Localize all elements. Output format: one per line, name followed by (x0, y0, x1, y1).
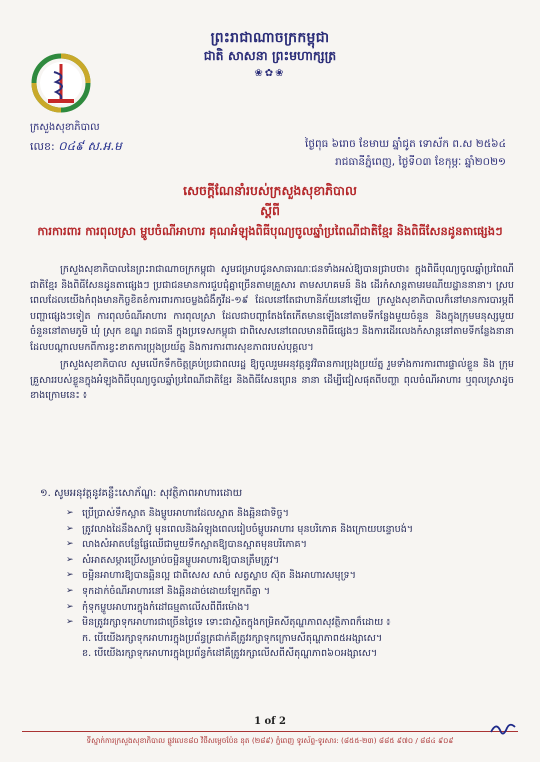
arrow-bullet-icon: ➢ (66, 617, 74, 628)
list-item (66, 568, 516, 584)
ministry-logo (30, 52, 92, 114)
list-item-text: ចម្អិនអាហារឱ្យបានឆ្អិនល្អ ជាពិសេស សាច់ សត្វស្លាប ស៊ុត និងអាហារសមុទ្រ។ (82, 570, 356, 582)
footer-address: ទីស្នាក់ការក្រសួងសុខាភិបាល ផ្លូវលេខ៨០ វិថីសម្តេចប៉ែន នុត (២៨៩) ភ្នំពេញ ទូរស័ព្ទ-ទូរសារ: (៨៥៥-២៣) ៨៨៥ ៩៧០ / ៨៨៤ ៩០៩ (86, 736, 454, 745)
list-item (66, 537, 516, 553)
arrow-bullet-icon: ➢ (66, 508, 74, 518)
guidance-list (66, 506, 516, 662)
initials-signature-icon (488, 718, 518, 742)
page-number: 1 of 2 (254, 716, 286, 727)
list-item-text: សំអាតសម្ភារប្រើសម្រាប់ចម្អិនម្ហូបអាហារឱ្យបានត្រឹមត្រូវ។ (82, 554, 280, 566)
list-item-text: ត្រូវលាងដៃនឹងសាប៊ូ មុនពេលនិងអំឡុងពេលរៀបចំម្ហូបអាហារ មុនបរិភោគ និងក្រោយបន្ទោបង់។ (82, 523, 414, 535)
list-item (66, 600, 516, 616)
reference-number (30, 138, 122, 156)
arrow-bullet-icon: ➢ (66, 539, 74, 550)
arrow-bullet-icon: ➢ (66, 585, 74, 596)
sub-list-item (66, 631, 516, 647)
arrow-bullet-icon: ➢ (66, 523, 74, 534)
document-title: សេចក្តីណែនាំរបស់ក្រសួងសុខាភិបាល (183, 183, 357, 198)
list-item-text: លាងសំអាតបន្លែផ្លែឈើជាមួយទឹកស្អាតឱ្យបានស្អាតមុនបរិភោគ។ (82, 539, 307, 551)
list-item (66, 615, 516, 631)
document-subject: ការការពារ ការពុលស្រា ម្ហូបចំណីអាហារ គុណអំឡុងពិធីបុណ្យចូលឆ្នាំប្រពៃណីជាតិខ្មែរ និងពិធីសែនដូនតាផ្សេងៗ (37, 224, 503, 238)
national-motto: ជាតិ សាសនា ព្រះមហាក្សត្រ (203, 48, 337, 63)
list-item-text: ប្រើប្រាស់ទឹកស្អាត និងម្ហូបអាហារដែលស្អាត និងឆ្អិនជាទិច្ច។ (82, 508, 289, 519)
list-item (66, 584, 516, 600)
lunar-date: ថ្ងៃពុធ ៦រោច ខែមាឃ ឆ្នាំជូត ទោស័ក ព.ស ២៥៦៤ (304, 138, 506, 150)
list-item-text: ទុកដាក់ចំណីអាហារនៅ និងឆ្អិនដាច់ដោយឡែកពីគ្នា ។ (82, 585, 271, 597)
solar-date: រាជធានីភ្នំពេញ, ថ្ងៃទី០៣ ខែកុម្ភៈ ឆ្នាំ២០២១ (335, 156, 506, 168)
sub-list-item-text: ក. បើយើងរក្សាទុកអាហារក្នុងប្រព័ន្ធត្រជាក់គឺត្រូវរក្សាទុកក្រោមសីតុណ្ហភាព៥អង្សាសេ។ (82, 632, 383, 644)
sub-list-item-text: ខ. បើយើងរក្សាទុកអាហារក្នុងប្រព័ន្ធកំដៅគឺត្រូវរក្សាលើសពីសីតុណ្ហភាព៦០អង្សាសេ។ (82, 648, 378, 660)
sub-list-item (66, 646, 516, 662)
list-item (66, 553, 516, 569)
section-text: សូមអនុវត្តនូវគន្លឹះសោភ័ណ្ឌ: សុវត្ថិភាពអាហារដោយ (53, 488, 243, 499)
body-paragraph: ក្រសួងសុខាភិបាលនៃព្រះរាជាណាចក្រកម្ពុជា សូមជម្រាបជូនសាធារណៈជនទាំងអស់ឱ្យបានជ្រាបថា៖ ក្នុងពិធីបុណ្យចូលឆ្នាំប្រពៃណីជាតិខ្មែរ និងពិធីសែនដូនតាផ្សេងៗ ប្រជាជនមានការជួបជុំគ្នាច្រើនតាមគ្រួសារ តាមសហគមន៍ និង ដើរកំសាន្តតាមរមណីយដ្ឋាននានា។ ស្របពេលដែលយើងកំពុងមានកិច្ចខិតខំការពារការចម្លងជំងឺកូវីដ-១៩ ដែលនៅតែជាហានិភ័យនៅឡើយ ក្រសួងសុខាភិបាលក៏នៅមានការបារម្ភពីបញ្ហាផ្សេងៗទៀត ការពុលចំណីអាហារ ការពុលស្រា ដែលជាបញ្ហាតែងតែកើតមានឡើងនៅតាមទីកន្លែងមួយចំនួន និងក្នុងក្រុមមនុស្សមួយចំនួននៅតាមភូមិ ឃុំ ស្រុក ខណ្ឌ រាជធានី ក្នុងប្រទេសកម្ពុជា ជាពិសេសនៅពេលមានពិធីផ្សេងៗ និងការដើរលេងកំសាន្តនៅតាមទីកន្លែងនានា ដែលបណ្តាលមកពីការខ្វះខាតការប្រុងប្រយ័ត្ន និងការការពារសុខភាពរបស់បុគ្គល។ (30, 264, 514, 353)
list-item (66, 522, 516, 538)
document-body (30, 262, 514, 406)
list-item-text: កុំទុកម្ហូបអាហារក្នុងកំដៅធម្មតាលើសពីពីរម៉ោង។ (82, 601, 250, 613)
list-item (66, 506, 516, 522)
footer-divider (22, 731, 518, 732)
section-number: ១. (40, 488, 51, 499)
arrow-bullet-icon: ➢ (66, 601, 74, 612)
arrow-bullet-icon: ➢ (66, 570, 74, 581)
kingdom-header: ព្រះរាជាណាចក្រកម្ពុជា (210, 30, 330, 46)
reference-handwritten: ០៤៩ ស.អ.ម (58, 139, 122, 153)
document-subject-label: ស្តីពី (260, 203, 280, 218)
ministry-name: ក្រសួងសុខាភិបាល (30, 122, 100, 133)
reference-label: លេខ: (30, 140, 55, 153)
body-paragraph: ក្រសួងសុខាភិបាល សូមលើកទឹកចិត្តគ្រប់ប្រជាពលរដ្ឋ ឱ្យចូលរួមអនុវត្តនូវវិធានការប្រុងប្រយ័ត្ន រួមទាំងការការពារផ្ទាល់ខ្លួន និង ក្រុមគ្រួសាររបស់ខ្លួនក្នុងអំឡុងពិធីបុណ្យចូលឆ្នាំប្រពៃណីជាតិខ្មែរ និងពិធីសែនព្រេន នានា ដើម្បីជៀសផុតពីបញ្ហា ពុលចំណីអាហារ ឬពុលស្រាដូចខាងក្រោមនេះ ៖ (30, 359, 514, 401)
section-heading (40, 486, 242, 501)
header-ornament: ❀✿❀ (254, 68, 286, 79)
list-item-text: មិនត្រូវរក្សាទុកអាហារជាច្រើនថ្ងៃទេ ទោះជាស្ថិតក្នុងកម្រិតសីតុណ្ហភាពសុវត្ថិភាពក៏ដោយ ៖ (82, 617, 391, 629)
arrow-bullet-icon: ➢ (66, 554, 74, 565)
